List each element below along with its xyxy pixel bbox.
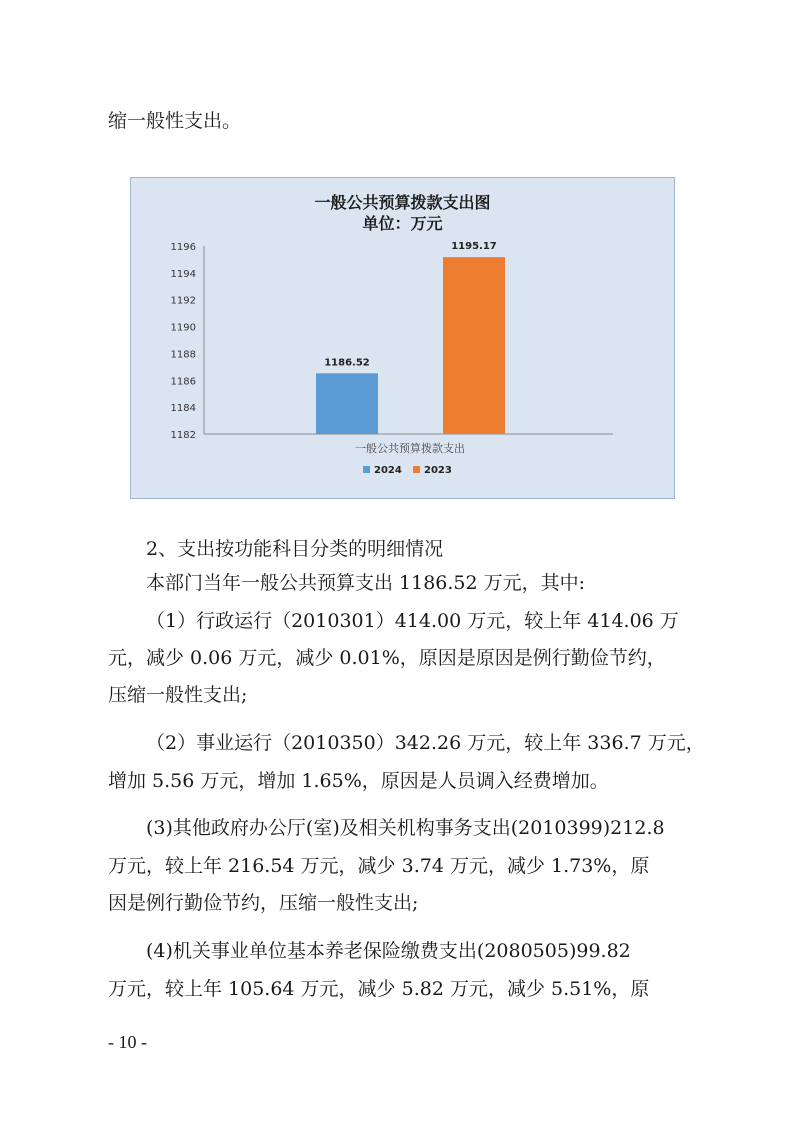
data-label-2024: 1186.52 [324, 357, 370, 369]
item-4-line-1: (4)机关事业单位基本养老保险缴费支出(2080505)99.82 [146, 940, 631, 962]
chart-plot [131, 178, 674, 498]
item-2-line-1: （2）事业运行（2010350）342.26 万元，较上年 336.7 万元， [146, 732, 705, 754]
legend-swatch-2023 [413, 466, 420, 473]
chart-title: 一般公共预算拨款支出图 [314, 193, 491, 212]
bar-2023 [443, 257, 505, 434]
page-number: - 10 - [108, 1032, 147, 1052]
budget-chart [130, 177, 675, 499]
legend-label-2024: 2024 [374, 465, 402, 476]
y-tick-label: 1192 [170, 295, 196, 307]
y-tick-label: 1188 [170, 349, 196, 361]
chart-subtitle: 单位：万元 [362, 214, 443, 233]
item-3-line-1: (3)其他政府办公厅(室)及相关机构事务支出(2010399)212.8 [146, 817, 665, 839]
x-category-label: 一般公共预算拨款支出 [355, 442, 465, 455]
item-1-line-3: 压缩一般性支出; [108, 684, 248, 706]
legend-swatch-2024 [363, 466, 370, 473]
item-2-line-2: 增加 5.56 万元，增加 1.65%，原因是人员调入经费增加。 [108, 770, 609, 792]
item-4-line-2: 万元，较上年 105.64 万元，减少 5.82 万元，减少 5.51%，原 [108, 978, 650, 1000]
section-heading: 2、支出按功能科目分类的明细情况 [146, 538, 444, 560]
item-1-line-1: （1）行政运行（2010301）414.00 万元，较上年 414.06 万 [146, 610, 679, 632]
data-label-2023: 1195.17 [451, 241, 497, 253]
item-3-line-2: 万元，较上年 216.54 万元，减少 3.74 万元，减少 1.73%，原 [108, 855, 650, 877]
y-tick-label: 1190 [170, 322, 196, 334]
intro-text: 本部门当年一般公共预算支出 1186.52 万元，其中: [146, 572, 586, 594]
y-tick-label: 1194 [170, 268, 196, 280]
y-tick-label: 1186 [170, 376, 196, 388]
y-tick-label: 1184 [170, 403, 196, 415]
item-1-line-2: 元，减少 0.06 万元，减少 0.01%，原因是原因是例行勤俭节约， [108, 647, 666, 669]
y-tick-label: 1196 [170, 242, 196, 253]
bar-2024 [316, 373, 378, 434]
item-3-line-3: 因是例行勤俭节约，压缩一般性支出; [108, 892, 419, 914]
legend-label-2023: 2023 [424, 465, 452, 476]
continued-text: 缩一般性支出。 [108, 110, 242, 132]
y-tick-label: 1182 [170, 430, 196, 441]
